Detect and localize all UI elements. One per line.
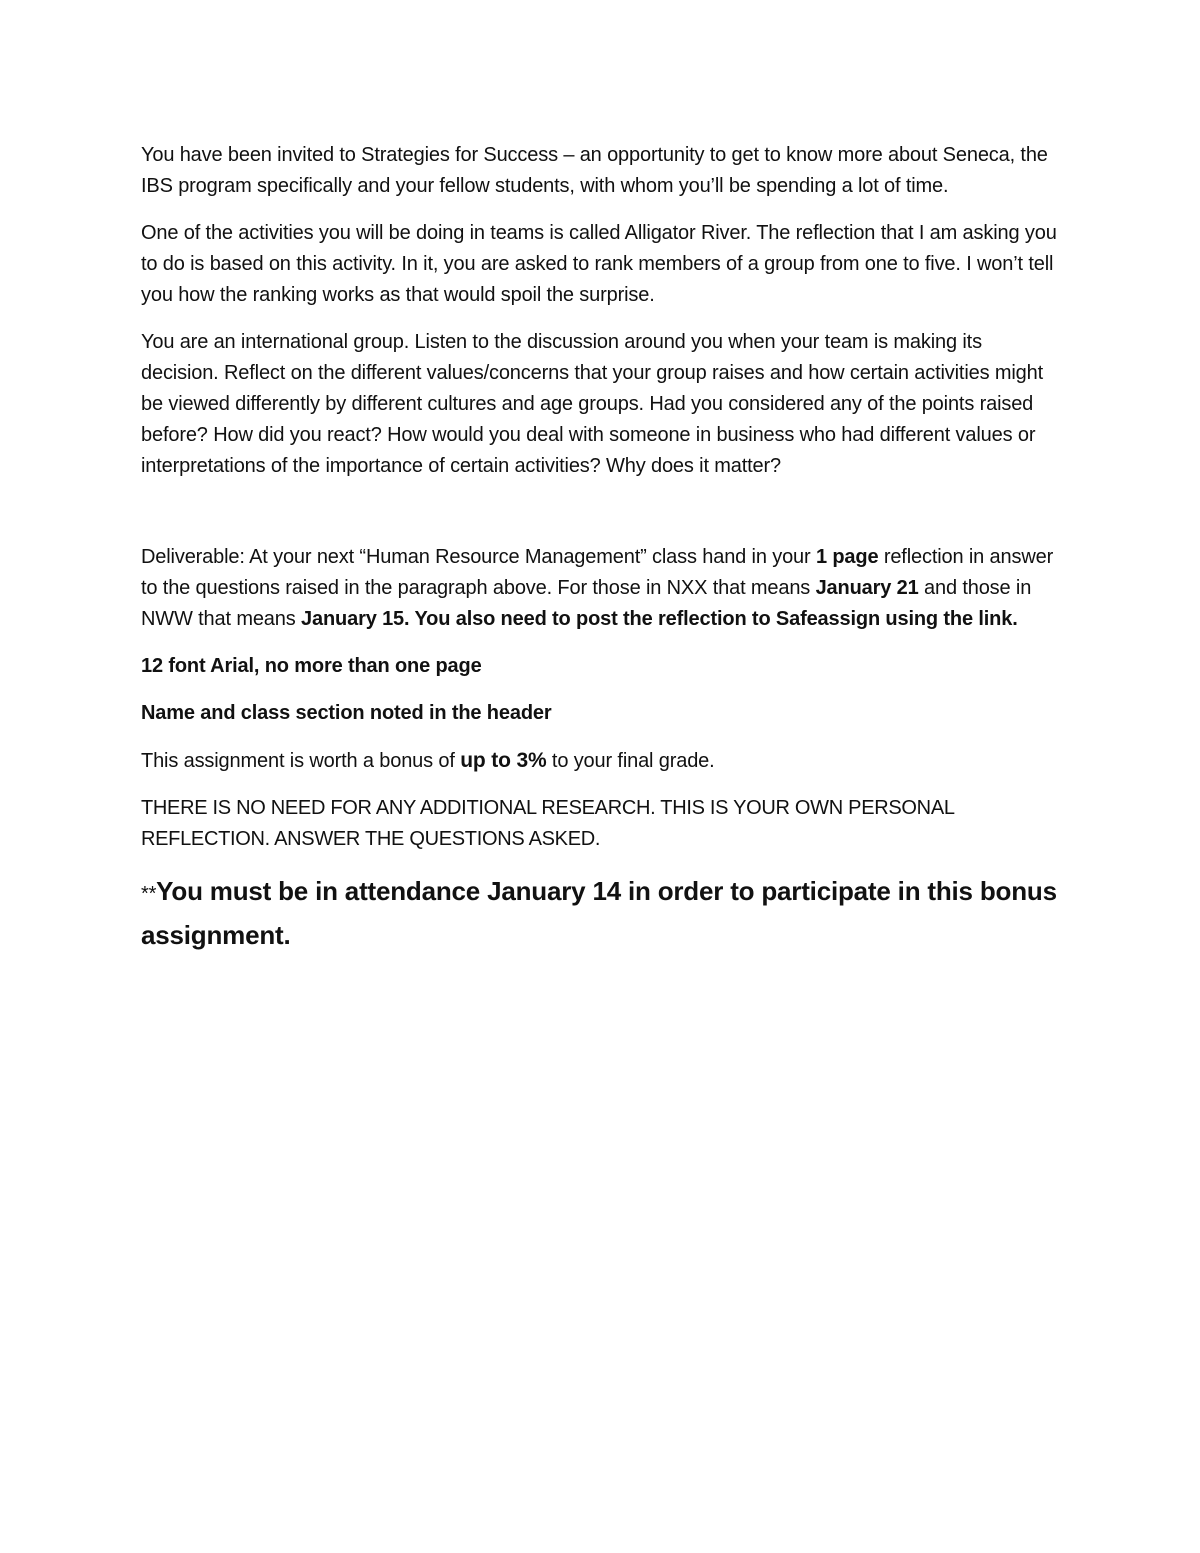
attendance-text: You must be in attendance January 14 in order to participate in this bonus assignment. (141, 876, 1057, 950)
bonus-text-2: to your final grade. (546, 750, 715, 772)
deliverable-text-1: Deliverable: At your next “Human Resource Management” class hand in your (141, 546, 816, 568)
deliverable-text-3: and those in NWW that means (141, 577, 1032, 630)
reflection-paragraph: You are an international group. Listen to the discussion around you when your team is making its decision. Reflect on the different values/concerns that your group raises and how certain activities might be viewed differently by different cultures and age groups. Had you considered any of the points raised before? How did you react? How would you deal with someone in business who had different values or interpretations of the importance of certain activities? Why does it matter? (141, 331, 1044, 477)
bonus-text-1: This assignment is worth a bonus of (141, 750, 461, 772)
deliverable-nww-date-safeassign: January 15. You also need to post the reflection to Safeassign using the link. (301, 608, 1018, 630)
bonus-paragraph (141, 745, 1061, 777)
document-page (141, 140, 1061, 982)
no-research-notice: THERE IS NO NEED FOR ANY ADDITIONAL RESEARCH. THIS IS YOUR OWN PERSONAL REFLECTION. ANSWER THE QUESTIONS ASKED. (141, 797, 954, 850)
activity-paragraph: One of the activities you will be doing in teams is called Alligator River. The reflection that I am asking you to do is based on this activity. In it, you are asked to rank members of a group from one to five. I won’t tell you how the ranking works as that would spoil the surprise. (141, 222, 1057, 306)
attendance-asterisks: ** (141, 883, 157, 905)
attendance-notice (141, 871, 1061, 956)
deliverable-nxx-date: January 21 (815, 577, 919, 599)
deliverable-page-count: 1 page (815, 546, 879, 568)
deliverable-text-2: reflection in answer to the questions raised in the paragraph above. For those in NXX that means (141, 546, 1054, 599)
intro-paragraph: You have been invited to Strategies for Success – an opportunity to get to know more about Seneca, the IBS program specifically and your fellow students, with whom you’ll be spending a lot of time. (141, 144, 1048, 197)
name-requirement: Name and class section noted in the header (141, 702, 552, 724)
font-requirement: 12 font Arial, no more than one page (141, 655, 482, 677)
deliverable-paragraph (141, 542, 1061, 635)
bonus-amount: up to 3% (460, 749, 547, 772)
